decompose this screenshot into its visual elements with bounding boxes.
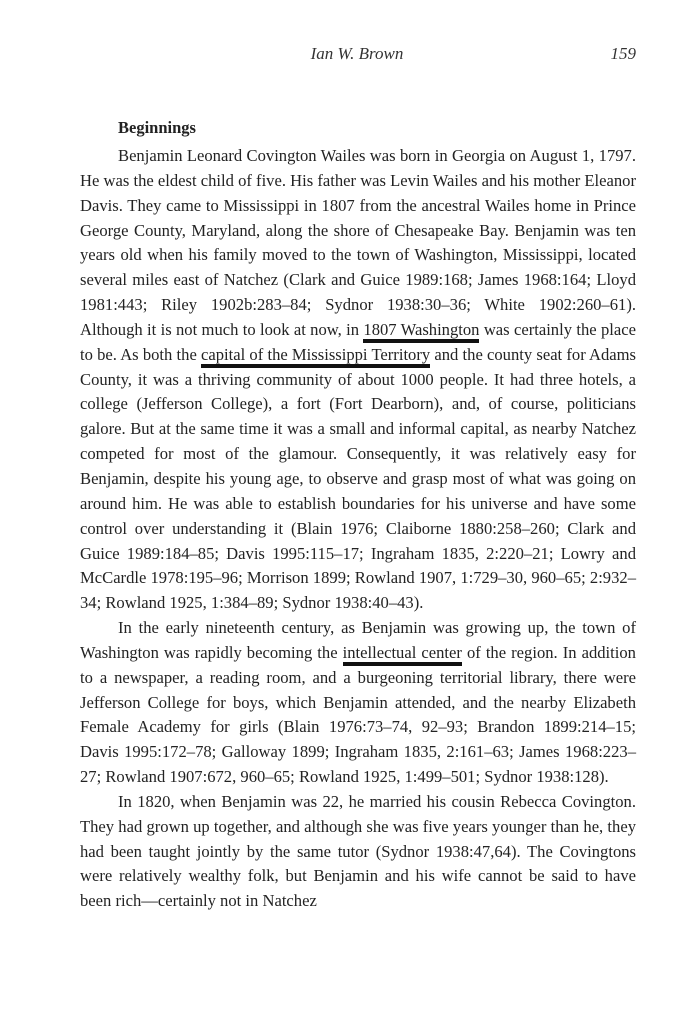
section-heading: Beginnings (118, 118, 196, 137)
paragraph-2 (80, 616, 636, 790)
paragraph-2-text-a: In the early nineteenth century, as Benjamin was growing up, the town of Washington was rapidly becoming the (80, 618, 636, 662)
paragraph-1 (80, 144, 636, 616)
paragraph-1-text-a: Benjamin Leonard Covington Wailes was born in Georgia on August 1, 1797. He was the eldest child of five. His father was Levin Wailes and his mother Eleanor Davis. They came to Mississippi in 1807 from the ancestral Wailes home in Prince George County, Maryland, along the shore of Chesapeake Bay. Benjamin was ten years old when his family moved to the town of Washington, Mississippi, located several miles east of Natchez (Clark and Guice 1989:168; James 1968:164; Lloyd 1981:443; Riley 1902b:283–84; Sydnor 1938:30–36; White 1902:260–61). Although it is not much to look at now, in (80, 146, 636, 339)
underlined-phrase-capital: capital of the Mississippi Territory (201, 345, 430, 368)
paragraph-2-text-b: of the region. In addition to a newspaper, a reading room, and a burgeoning territorial library, there were Jefferson College for boys, which Benjamin attended, and the nearby Elizabeth Female Academy for girls (Blain 1976:73–74, 92–93; Brandon 1899:214–15; Davis 1995:172–78; Galloway 1899; Ingraham 1835, 2:161–63; James 1968:223–27; Rowland 1907:672, 960–65; Rowland 1925, 1:499–501; Sydnor 1938:128). (80, 642, 636, 787)
underlined-phrase-intellectual-center: intellectual center (343, 643, 462, 666)
underlined-phrase-1807-washington: 1807 Washington (363, 320, 479, 343)
page-header (78, 44, 636, 74)
running-head: Ian W. Brown (310, 44, 404, 63)
body-text (80, 144, 636, 914)
page-number: 159 (610, 44, 636, 63)
paragraph-3: In 1820, when Benjamin was 22, he married his cousin Rebecca Covington. They had grown up together, and although she was five years younger than he, they had been taught jointly by the same tutor (Sydnor 1938:47,64). The Covingtons were relatively wealthy folk, but Benjamin and his wife cannot be said to have been rich—certainly not in Natchez (80, 791, 636, 911)
paragraph-1-text-c: and the county seat for Adams County, it was a thriving community of about 1000 people. It had three hotels, a college (Jefferson College), a fort (Fort Dearborn), and, of course, politicians galore. But at the same time it was a small and informal capital, as nearby Natchez competed for most of the glamour. Consequently, it was relatively easy for Benjamin, despite his young age, to observe and grasp most of what was going on around him. He was able to establish boundaries for his universe and have some control over understanding it (Blain 1976; Claiborne 1880:258–260; Clark and Guice 1989:184–85; Davis 1995:115–17; Ingraham 1835, 2:220–21; Lowry and McCardle 1978:195–96; Morrison 1899; Rowland 1907, 1:729–30, 960–65; 2:932–34; Rowland 1925, 1:384–89; Sydnor 1938:40–43). (80, 344, 637, 613)
paragraph-1-text-b: was certainly the place to be. As both the (80, 319, 636, 364)
